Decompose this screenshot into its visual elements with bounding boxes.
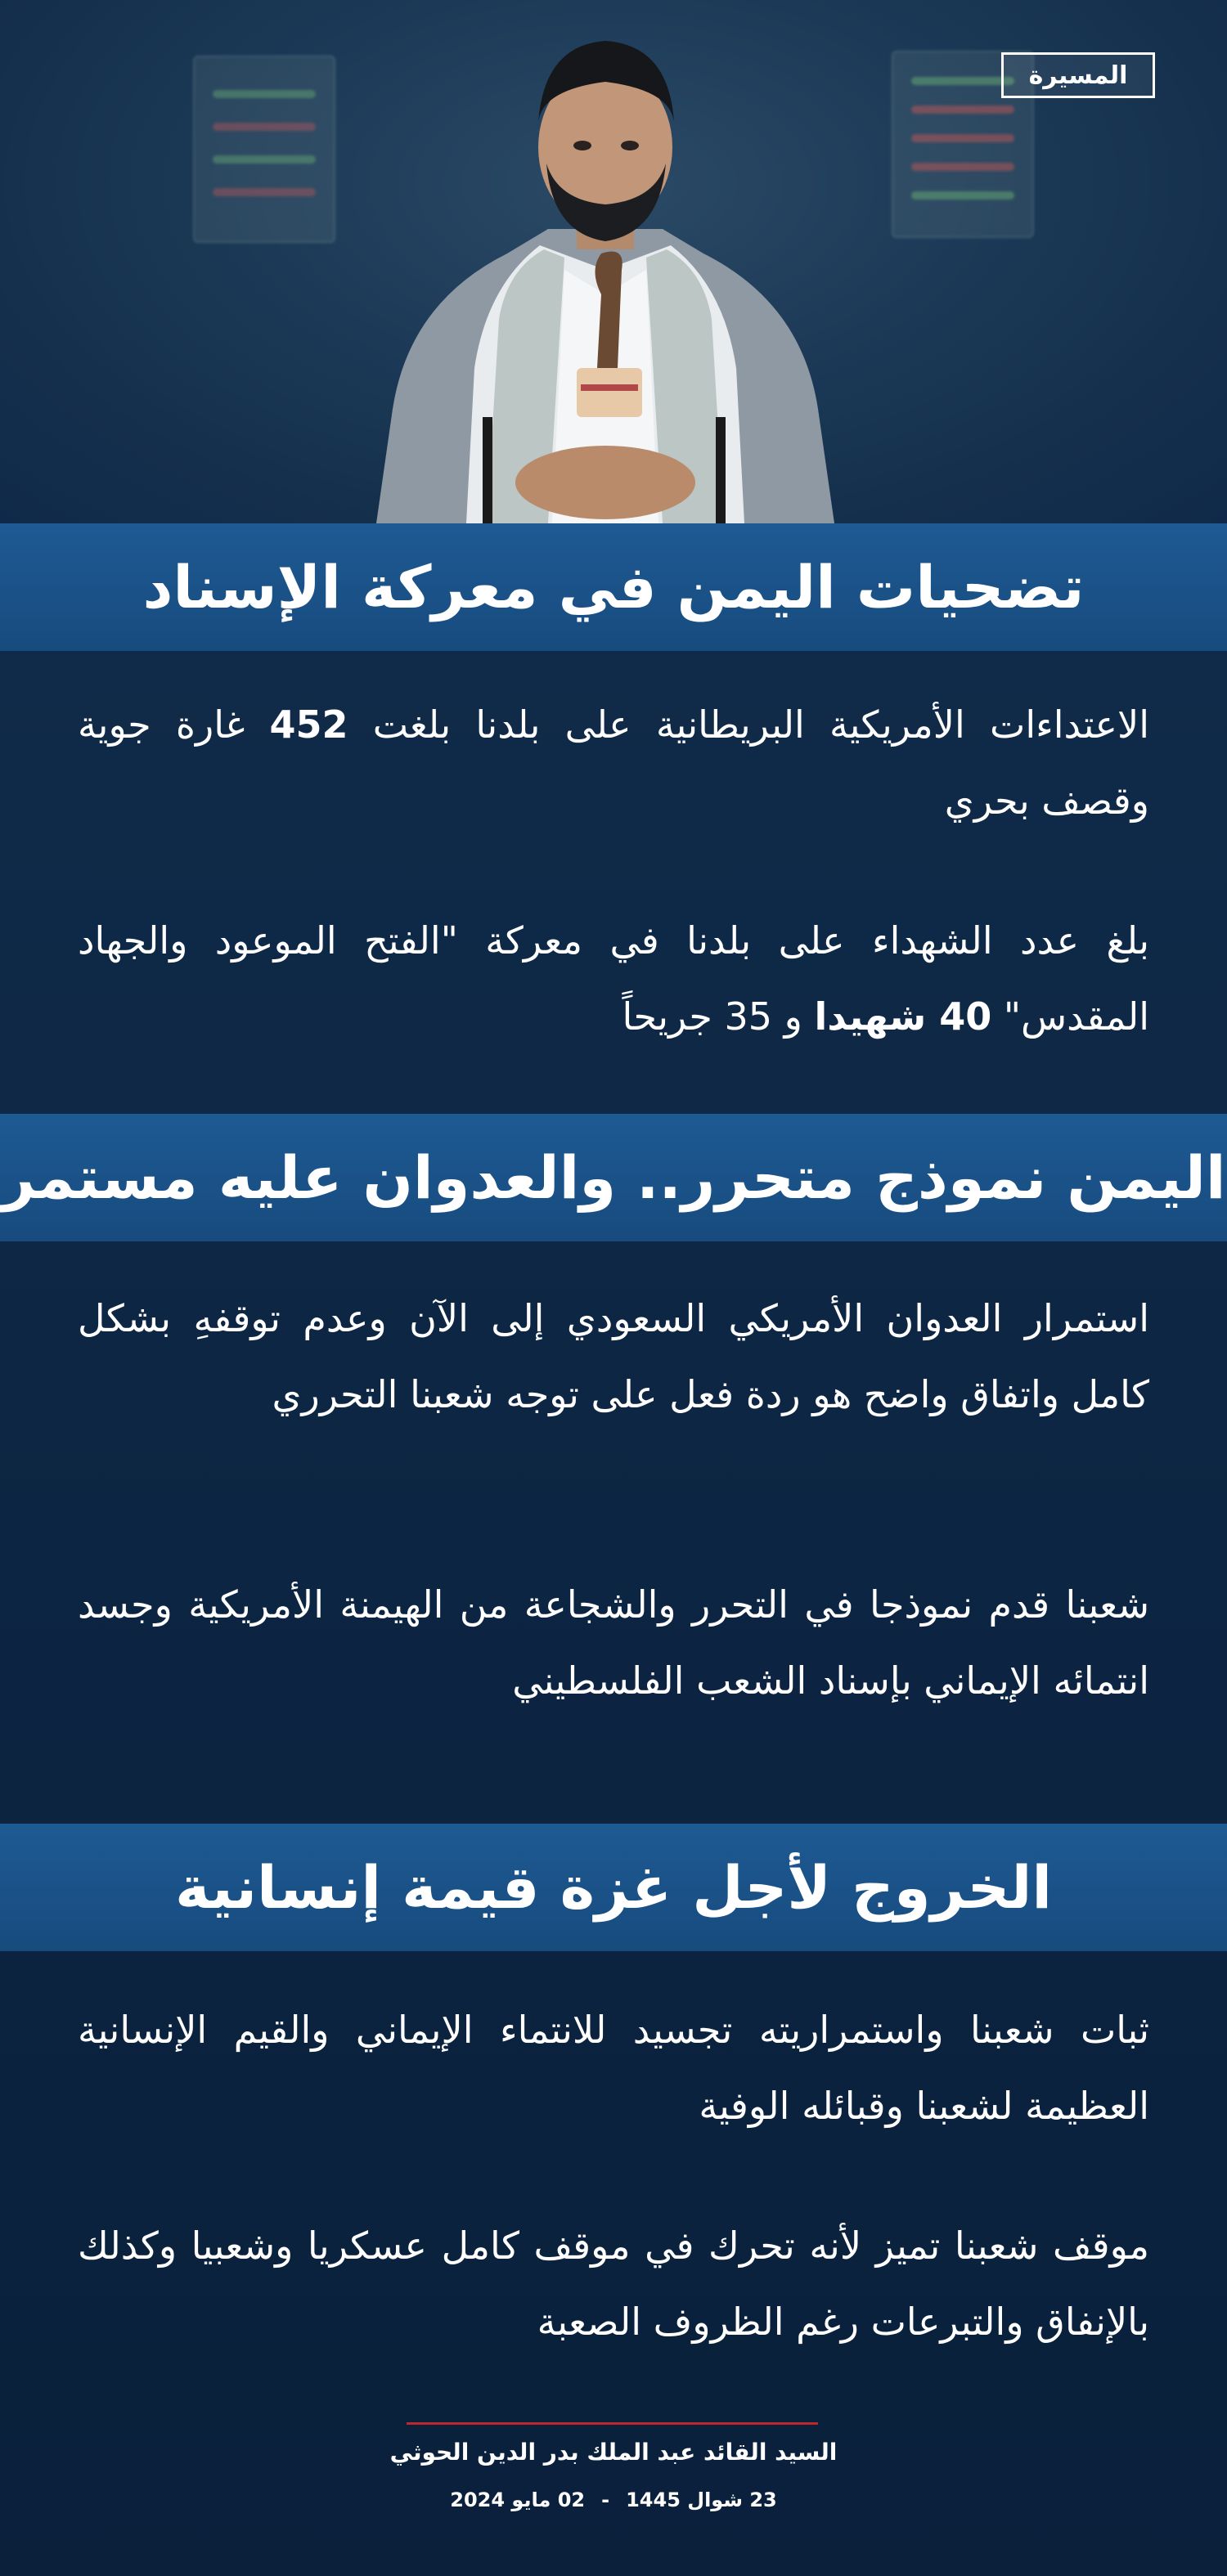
paragraph-text: بلغ عدد الشهداء على بلدنا في معركة "الفتح الموعود والجهاد المقدس" bbox=[78, 918, 1149, 1039]
speaker-name: السيد القائد عبد الملك بدر الدين الحوثي bbox=[389, 2439, 838, 2466]
date-hijri: 23 شوال 1445 bbox=[626, 2488, 777, 2511]
section-heading-band-2 bbox=[0, 1114, 1227, 1241]
paragraph-text: غارة جوية وقصف بحري bbox=[78, 702, 1149, 823]
paragraph-1-2 bbox=[78, 903, 1149, 1055]
paragraph-2-1: استمرار العدوان الأمريكي السعودي إلى الآن وعدم توقفهِ بشكل كامل واتفاق واضح هو ردة فعل على توجه شعبنا التحرري bbox=[78, 1296, 1149, 1416]
date-separator: - bbox=[601, 2488, 610, 2511]
paragraph-text: الاعتداءات الأمريكية البريطانية على بلدنا بلغت bbox=[348, 702, 1149, 747]
date-gregorian: 02 مايو 2024 bbox=[450, 2488, 586, 2511]
paragraph-text: و 35 جريحاً bbox=[622, 994, 815, 1039]
highlight-number: 452 bbox=[269, 702, 348, 747]
section-heading-2: اليمن نموذج متحرر.. والعدوان عليه مستمر bbox=[1, 1143, 1226, 1212]
speaker-portrait bbox=[344, 25, 867, 523]
paragraph-2-2: شعبنا قدم نموذجا في التحرر والشجاعة من الهيمنة الأمريكية وجسد انتمائه الإيماني بإسناد الشعب الفلسطيني bbox=[78, 1582, 1149, 1703]
hero-photo bbox=[0, 0, 1227, 523]
background-banner-left bbox=[193, 56, 335, 243]
date-line bbox=[0, 2488, 1227, 2511]
section-heading-band-3 bbox=[0, 1824, 1227, 1951]
paragraph-1-1 bbox=[78, 687, 1149, 839]
section-heading-3: الخروج لأجل غزة قيمة إنسانية bbox=[174, 1853, 1053, 1922]
section-heading-band-1 bbox=[0, 523, 1227, 651]
paragraph-3-2: موقف شعبنا تميز لأنه تحرك في موقف كامل عسكريا وشعبيا وكذلك بالإنفاق والتبرعات رغم الظروف الصعبة bbox=[78, 2224, 1149, 2344]
footer-divider bbox=[407, 2422, 818, 2425]
paragraph-3-1: ثبات شعبنا واستمراريته تجسيد للانتماء الإيماني والقيم الإنسانية العظيمة لشعبنا وقبائله الوفية bbox=[78, 2008, 1149, 2128]
almasirah-logo: المسيرة bbox=[1001, 52, 1155, 98]
section-heading-1: تضحيات اليمن في معركة الإسناد bbox=[142, 553, 1085, 622]
highlight-number: 40 شهيدا bbox=[814, 994, 992, 1039]
